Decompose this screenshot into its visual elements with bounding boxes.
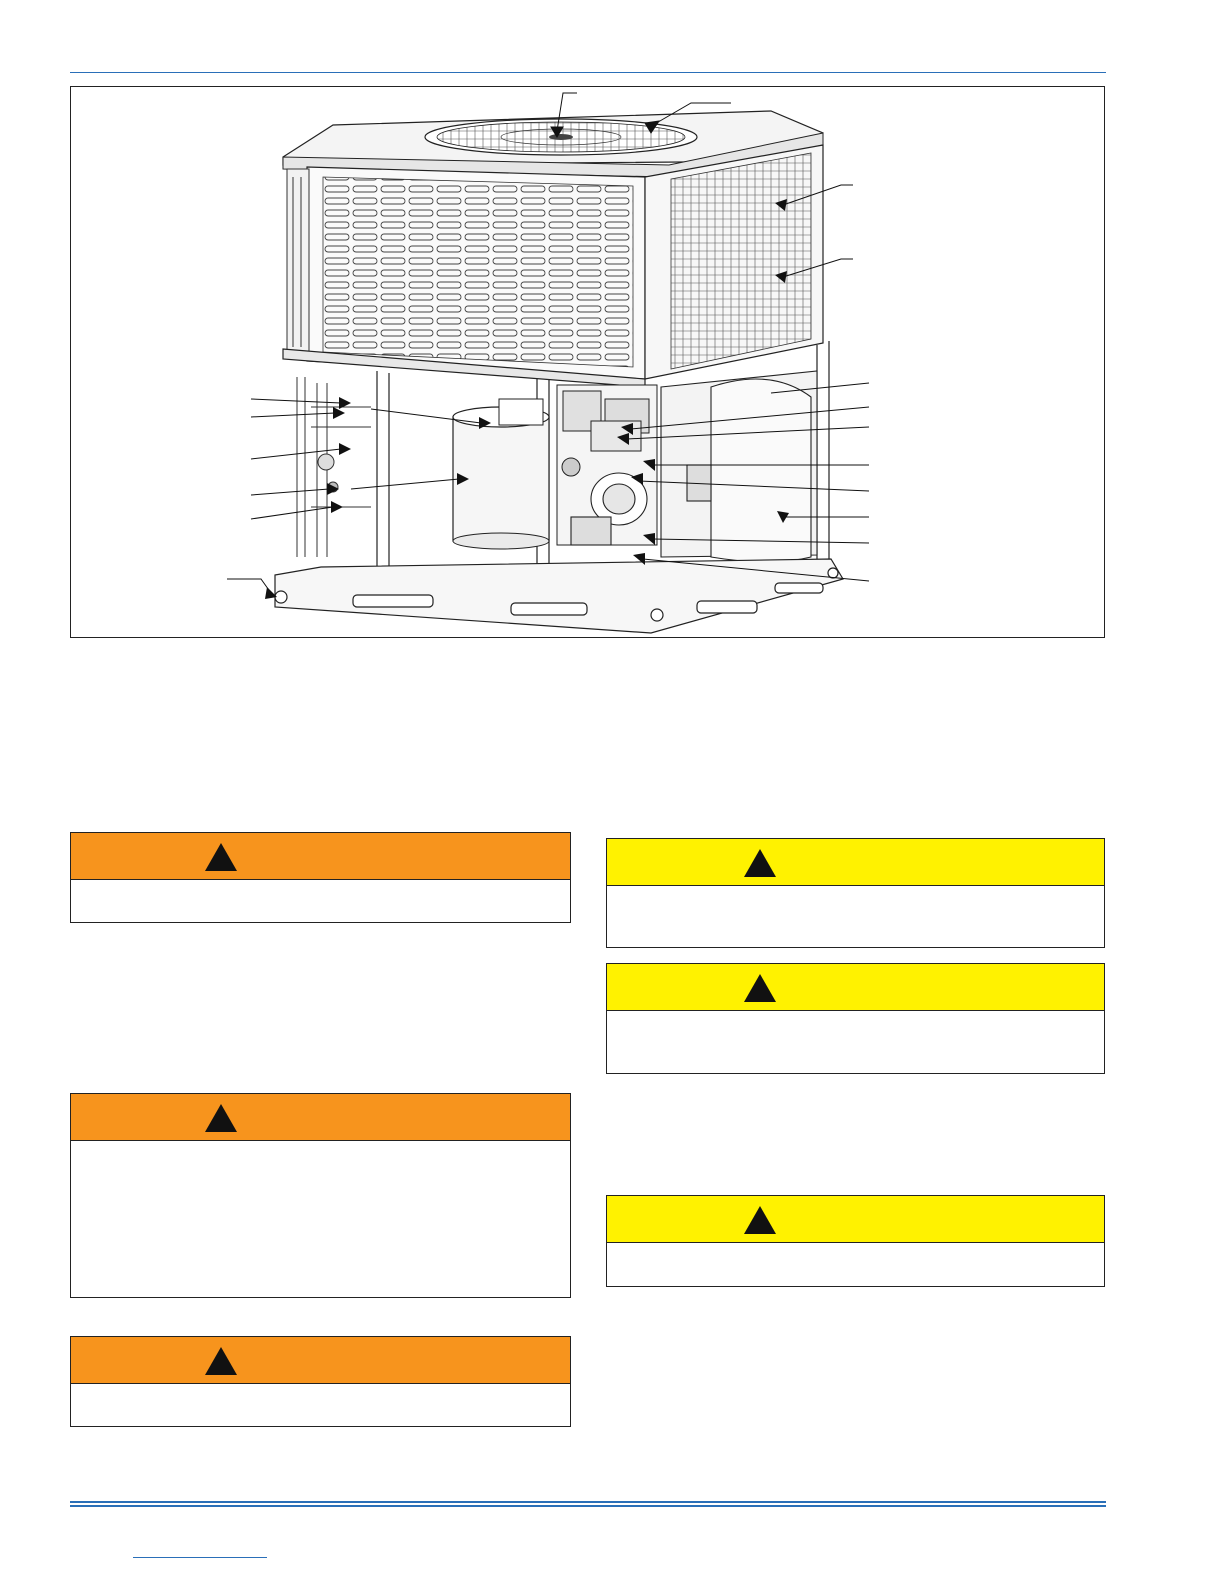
footer-link-underline[interactable] xyxy=(133,1557,267,1558)
caution-header-3 xyxy=(607,1196,1104,1243)
warning-triangle-icon xyxy=(205,1104,237,1132)
caution-header-1 xyxy=(607,839,1104,886)
warning-triangle-icon xyxy=(744,849,776,877)
warning-triangle-icon xyxy=(744,974,776,1002)
caution-header-2 xyxy=(607,964,1104,1011)
footer-rule xyxy=(70,1501,1106,1503)
warning-box-1 xyxy=(70,832,571,923)
caution-box-1 xyxy=(606,838,1105,948)
caution-box-2 xyxy=(606,963,1105,1074)
header-rule xyxy=(70,72,1106,73)
warning-triangle-icon xyxy=(205,1347,237,1375)
warning-triangle-icon xyxy=(205,843,237,871)
warning-header-1 xyxy=(71,833,570,880)
warning-header-3 xyxy=(71,1337,570,1384)
unit-illustration-figure xyxy=(70,86,1105,638)
warning-box-2 xyxy=(70,1093,571,1298)
warning-triangle-icon xyxy=(744,1206,776,1234)
caution-box-3 xyxy=(606,1195,1105,1287)
unit-illustration xyxy=(71,87,1104,637)
callout-leaders-left xyxy=(227,399,481,593)
footer-rule-secondary xyxy=(70,1505,1106,1507)
warning-box-3 xyxy=(70,1336,571,1427)
side-grille-panel xyxy=(645,145,823,379)
front-louver-panel xyxy=(307,167,645,379)
warning-header-2 xyxy=(71,1094,570,1141)
